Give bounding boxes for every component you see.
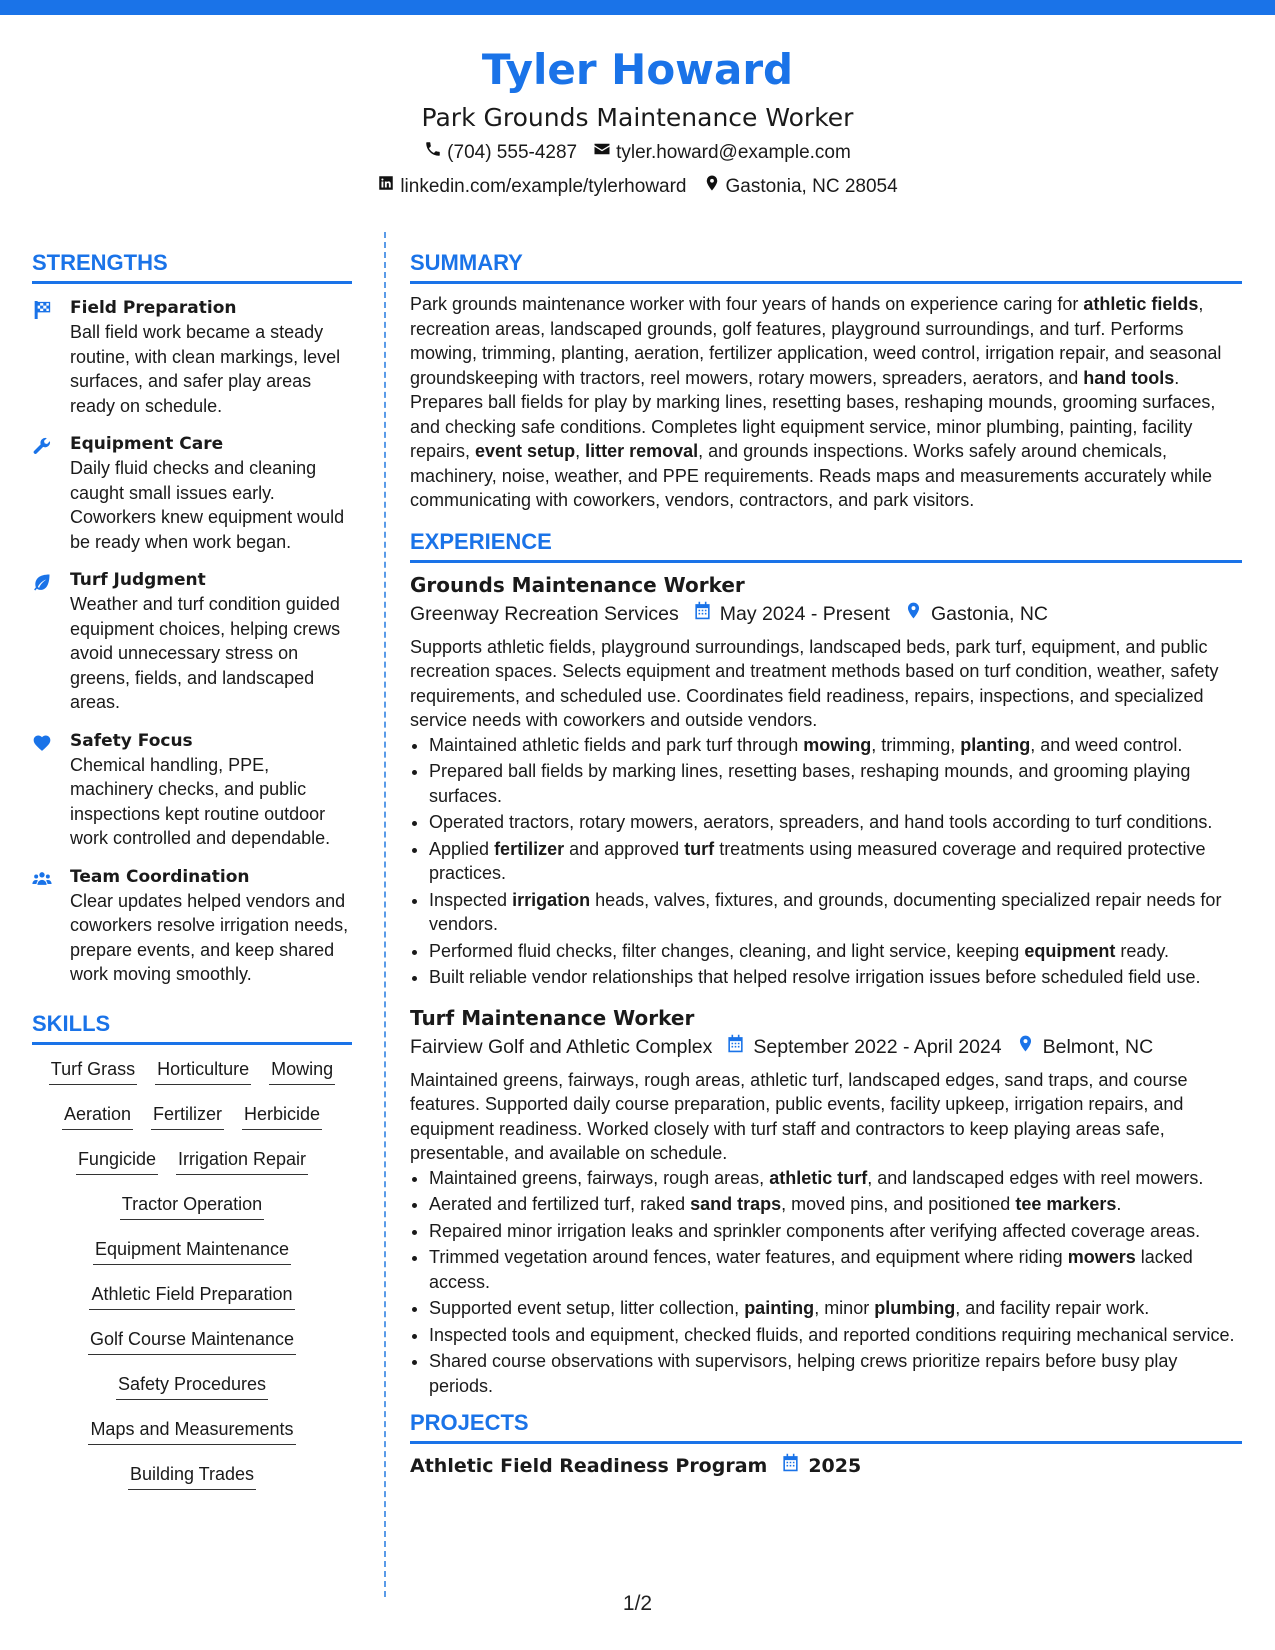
- skills-list: [32, 1057, 352, 1507]
- skill-tag: Herbicide: [242, 1102, 322, 1130]
- strengths-list: [32, 296, 352, 987]
- skill-tag: Safety Procedures: [116, 1372, 268, 1400]
- location-text: Gastonia, NC 28054: [725, 176, 898, 197]
- skill-row: [32, 1237, 352, 1282]
- skill-row: [32, 1417, 352, 1462]
- strength-desc: Chemical handling, PPE, machinery checks, and public inspections kept routine outdoor work controlled and dependable.: [70, 754, 331, 848]
- skill-tag: Maps and Measurements: [88, 1417, 295, 1445]
- map-pin-icon: [890, 599, 931, 629]
- text-span: , and facility repair work.: [955, 1298, 1150, 1318]
- job-title: Turf Maintenance Worker: [410, 1005, 695, 1030]
- text-span: Built reliable vendor relationships that helped resolve irrigation issues before scheduled field use.: [429, 967, 1201, 987]
- bullet-item: [429, 1219, 1242, 1244]
- text-span: ,: [575, 441, 586, 461]
- bullet-item: [429, 1296, 1242, 1321]
- phone-contact: [424, 138, 577, 168]
- text-span: treatments using measured coverage and required protective practices.: [429, 838, 1206, 883]
- text-span: Repaired minor irrigation leaks and sprinkler components after verifying affected coverage areas.: [429, 1220, 1201, 1241]
- job-entry: [410, 571, 1242, 990]
- text-span: heads, valves, fixtures, and grounds, documenting specialized repair needs for vendors.: [429, 889, 1222, 934]
- text-span: Performed fluid checks, filter changes, cleaning, and light service, keeping: [429, 940, 1025, 961]
- jobs-list: [410, 571, 1242, 1399]
- top-accent-bar: [0, 0, 1275, 15]
- text-span: , trimming,: [871, 734, 961, 755]
- job-location: Belmont, NC: [1042, 1035, 1154, 1058]
- skill-tag: Irrigation Repair: [176, 1147, 308, 1175]
- text-span: Shared course observations with supervisors, helping crews prioritize repairs before busy play periods.: [429, 1351, 1178, 1396]
- checkered-flag-icon: [32, 296, 58, 418]
- bold-keyword: sand traps: [690, 1194, 782, 1214]
- text-span: lacked access.: [429, 1247, 1193, 1292]
- phone-icon: [424, 138, 442, 168]
- job-bullets: [410, 733, 1242, 990]
- job-description: Supports athletic fields, playground surroundings, landscaped beds, park turf, equipment, and public recreation spaces. Selects equipment and treatment methods based on turf condition, weather, safety requirements, and scheduled use. Coordinates field readiness, repairs, inspections, and specialized service needs with coworkers and outside vendors.: [410, 636, 1219, 730]
- strength-item: [32, 568, 352, 715]
- bullet-item: [429, 837, 1242, 886]
- text-span: ready.: [1115, 940, 1170, 961]
- job-meta: [410, 599, 1242, 629]
- contact-row-2: [0, 172, 1275, 202]
- strength-title: Field Preparation: [70, 298, 237, 318]
- leaf-icon: [32, 568, 58, 715]
- bold-keyword: planting: [960, 734, 1031, 755]
- strength-body: [70, 729, 352, 851]
- text-span: .: [1116, 1194, 1122, 1214]
- strength-body: [70, 568, 352, 715]
- text-span: , moved pins, and positioned: [781, 1194, 1016, 1214]
- bullet-item: [429, 733, 1242, 758]
- job-title: Grounds Maintenance Worker: [410, 572, 745, 597]
- linkedin-text[interactable]: linkedin.com/example/tylerhoward: [400, 176, 687, 197]
- text-span: , and grounds inspections. Works safely around chemicals, machinery, noise, weather, and PPE requirements. Reads maps and measurements accurately while communicating with coworkers, vendors, contractors, and park visitors.: [410, 441, 1213, 510]
- bold-keyword: athletic turf: [769, 1167, 868, 1188]
- strength-desc: Clear updates helped vendors and coworkers resolve irrigation needs, prepare events, and keep shared work moving smoothly.: [70, 890, 349, 984]
- map-pin-icon: [703, 172, 721, 202]
- bold-keyword: event setup: [475, 441, 576, 461]
- bold-keyword: hand tools: [1083, 367, 1175, 388]
- project-item: [410, 1452, 1242, 1480]
- project-year: 2025: [808, 1455, 862, 1477]
- company-name: Fairview Golf and Athletic Complex: [410, 1035, 713, 1058]
- bullet-item: [429, 939, 1242, 964]
- page-number: 1/2: [622, 1592, 653, 1615]
- job-dates: September 2022 - April 2024: [753, 1035, 1002, 1058]
- text-span: , recreation areas, landscaped grounds, golf features, playground surroundings, and turf. Performs mowing, trimming, planting, aeration, fertilizer application, weed control, irrigation repair, and seasonal groundskeeping with tractors, reel mowers, rotary mowers, spreaders, aerators, and: [410, 294, 1222, 388]
- bullet-item: [429, 759, 1242, 808]
- calendar-icon: [712, 1032, 753, 1062]
- text-span: Prepared ball fields by marking lines, resetting bases, reshaping mounds, and grooming playing surfaces.: [429, 761, 1191, 806]
- linkedin-contact[interactable]: [377, 172, 686, 202]
- skill-tag: Fertilizer: [151, 1102, 224, 1130]
- email-contact[interactable]: [593, 138, 851, 168]
- text-span: Maintained greens, fairways, rough areas,: [429, 1167, 770, 1188]
- job-entry: [410, 1004, 1242, 1399]
- bold-keyword: athletic fields: [1083, 294, 1199, 314]
- text-span: Trimmed vegetation around fences, water features, and equipment where riding: [429, 1247, 1068, 1267]
- job-bullets: [410, 1166, 1242, 1399]
- text-span: Maintained athletic fields and park turf through: [429, 734, 804, 755]
- job-description: Maintained greens, fairways, rough areas, athletic turf, landscaped edges, sand traps, and course features. Supported daily course preparation, public events, facility upkeep, irrigation repairs, and equipment readiness. Worked closely with turf staff and contractors to keep playing areas safe, presentable, and available on schedule.: [410, 1069, 1188, 1163]
- job-meta: [410, 1032, 1242, 1062]
- projects-list: [410, 1452, 1242, 1480]
- bold-keyword: plumbing: [874, 1298, 956, 1318]
- candidate-title: Park Grounds Maintenance Worker: [421, 103, 854, 132]
- skill-tag: Tractor Operation: [120, 1192, 264, 1220]
- strength-body: [70, 432, 352, 554]
- bold-keyword: painting: [744, 1298, 815, 1318]
- skill-tag: Turf Grass: [49, 1057, 137, 1085]
- bullet-item: [429, 888, 1242, 937]
- bold-keyword: turf: [684, 838, 715, 859]
- strength-title: Safety Focus: [70, 730, 193, 751]
- resume-header: [0, 40, 1275, 202]
- strength-body: [70, 296, 352, 418]
- bullet-item: [429, 810, 1242, 835]
- bold-keyword: tee markers: [1015, 1194, 1117, 1214]
- text-span: Inspected tools and equipment, checked fluids, and reported conditions requiring mechanical service.: [429, 1324, 1235, 1345]
- strength-desc: Ball field work became a steady routine, with clean markings, level surfaces, and safer play areas ready on schedule.: [70, 322, 341, 416]
- experience-heading: EXPERIENCE: [410, 527, 1242, 563]
- text-span: , minor: [814, 1298, 875, 1318]
- job-location: Gastonia, NC: [930, 602, 1049, 625]
- heart-icon: [32, 729, 58, 851]
- email-text[interactable]: tyler.howard@example.com: [616, 142, 851, 163]
- skill-row: [32, 1147, 352, 1192]
- candidate-name: Tyler Howard: [481, 45, 794, 94]
- calendar-icon: [767, 1452, 808, 1480]
- phone-text: (704) 555-4287: [447, 142, 578, 163]
- skill-row: [32, 1372, 352, 1417]
- bold-keyword: irrigation: [512, 889, 591, 910]
- company-name: Greenway Recreation Services: [410, 602, 679, 625]
- text-span: . Prepares ball fields for play by marking lines, resetting bases, reshaping mounds, grooming surfaces, and checking safe conditions. Completes light equipment service, minor plumbing, painting, facility repairs,: [410, 367, 1216, 461]
- bold-keyword: litter removal: [585, 441, 699, 461]
- skills-heading: SKILLS: [32, 1009, 352, 1045]
- summary-heading: SUMMARY: [410, 248, 1242, 284]
- envelope-icon: [593, 138, 611, 168]
- text-span: , and weed control.: [1030, 734, 1183, 755]
- location-contact: [703, 172, 898, 202]
- bullet-item: [429, 1166, 1242, 1191]
- skill-tag: Athletic Field Preparation: [89, 1282, 294, 1310]
- map-pin-icon: [1002, 1032, 1043, 1062]
- summary-text: [410, 292, 1242, 513]
- bold-keyword: mowers: [1067, 1247, 1136, 1267]
- bold-keyword: mowing: [803, 734, 872, 755]
- bold-keyword: fertilizer: [494, 838, 565, 859]
- strength-desc: Weather and turf condition guided equipment choices, helping crews avoid unnecessary stress on greens, fields, and landscaped areas.: [70, 594, 341, 712]
- skill-tag: Golf Course Maintenance: [88, 1327, 296, 1355]
- skill-tag: Horticulture: [155, 1057, 251, 1085]
- bullet-item: [429, 1349, 1242, 1398]
- calendar-icon: [679, 599, 720, 629]
- bullet-item: [429, 1323, 1242, 1348]
- text-span: Operated tractors, rotary mowers, aerators, spreaders, and hand tools according to turf conditions.: [429, 812, 1213, 832]
- skill-tag: Mowing: [269, 1057, 335, 1085]
- text-span: Supported event setup, litter collection,: [429, 1298, 745, 1318]
- text-span: , and landscaped edges with reel mowers.: [867, 1167, 1204, 1188]
- strength-item: [32, 729, 352, 851]
- projects-heading: PROJECTS: [410, 1408, 1242, 1444]
- left-column: [32, 248, 352, 1507]
- strength-title: Turf Judgment: [70, 570, 206, 590]
- skill-tag: Aeration: [62, 1102, 133, 1130]
- job-dates: May 2024 - Present: [719, 602, 890, 625]
- text-span: Park grounds maintenance worker with four years of hands on experience caring for: [410, 294, 1084, 314]
- strength-title: Team Coordination: [70, 866, 250, 887]
- bold-keyword: equipment: [1024, 940, 1116, 961]
- skill-tag: Building Trades: [128, 1462, 256, 1490]
- bullet-item: [429, 1245, 1242, 1294]
- contact-row-1: [0, 138, 1275, 168]
- skill-row: [32, 1102, 352, 1147]
- strength-title: Equipment Care: [70, 434, 224, 454]
- bullet-item: [429, 965, 1242, 990]
- skill-row: [32, 1327, 352, 1372]
- right-column: [410, 248, 1242, 1480]
- text-span: Inspected: [429, 889, 513, 910]
- linkedin-icon: [377, 172, 395, 202]
- skill-row: [32, 1282, 352, 1327]
- skill-tag: Equipment Maintenance: [93, 1237, 291, 1265]
- skill-row: [32, 1462, 352, 1507]
- strength-item: [32, 432, 352, 554]
- users-icon: [32, 865, 58, 987]
- text-span: Aerated and fertilized turf, raked: [429, 1194, 691, 1214]
- project-title: Athletic Field Readiness Program: [410, 1455, 768, 1477]
- text-span: Applied: [429, 838, 495, 859]
- bullet-item: [429, 1192, 1242, 1217]
- skill-tag: Fungicide: [76, 1147, 158, 1175]
- skill-row: [32, 1192, 352, 1237]
- wrench-icon: [32, 432, 58, 554]
- column-divider: [384, 232, 386, 1597]
- skill-row: [32, 1057, 352, 1102]
- strengths-heading: STRENGTHS: [32, 248, 352, 284]
- text-span: and approved: [564, 838, 685, 859]
- strength-item: [32, 296, 352, 418]
- strength-desc: Daily fluid checks and cleaning caught small issues early. Coworkers knew equipment would be ready when work began.: [70, 458, 345, 552]
- strength-body: [70, 865, 352, 987]
- strength-item: [32, 865, 352, 987]
